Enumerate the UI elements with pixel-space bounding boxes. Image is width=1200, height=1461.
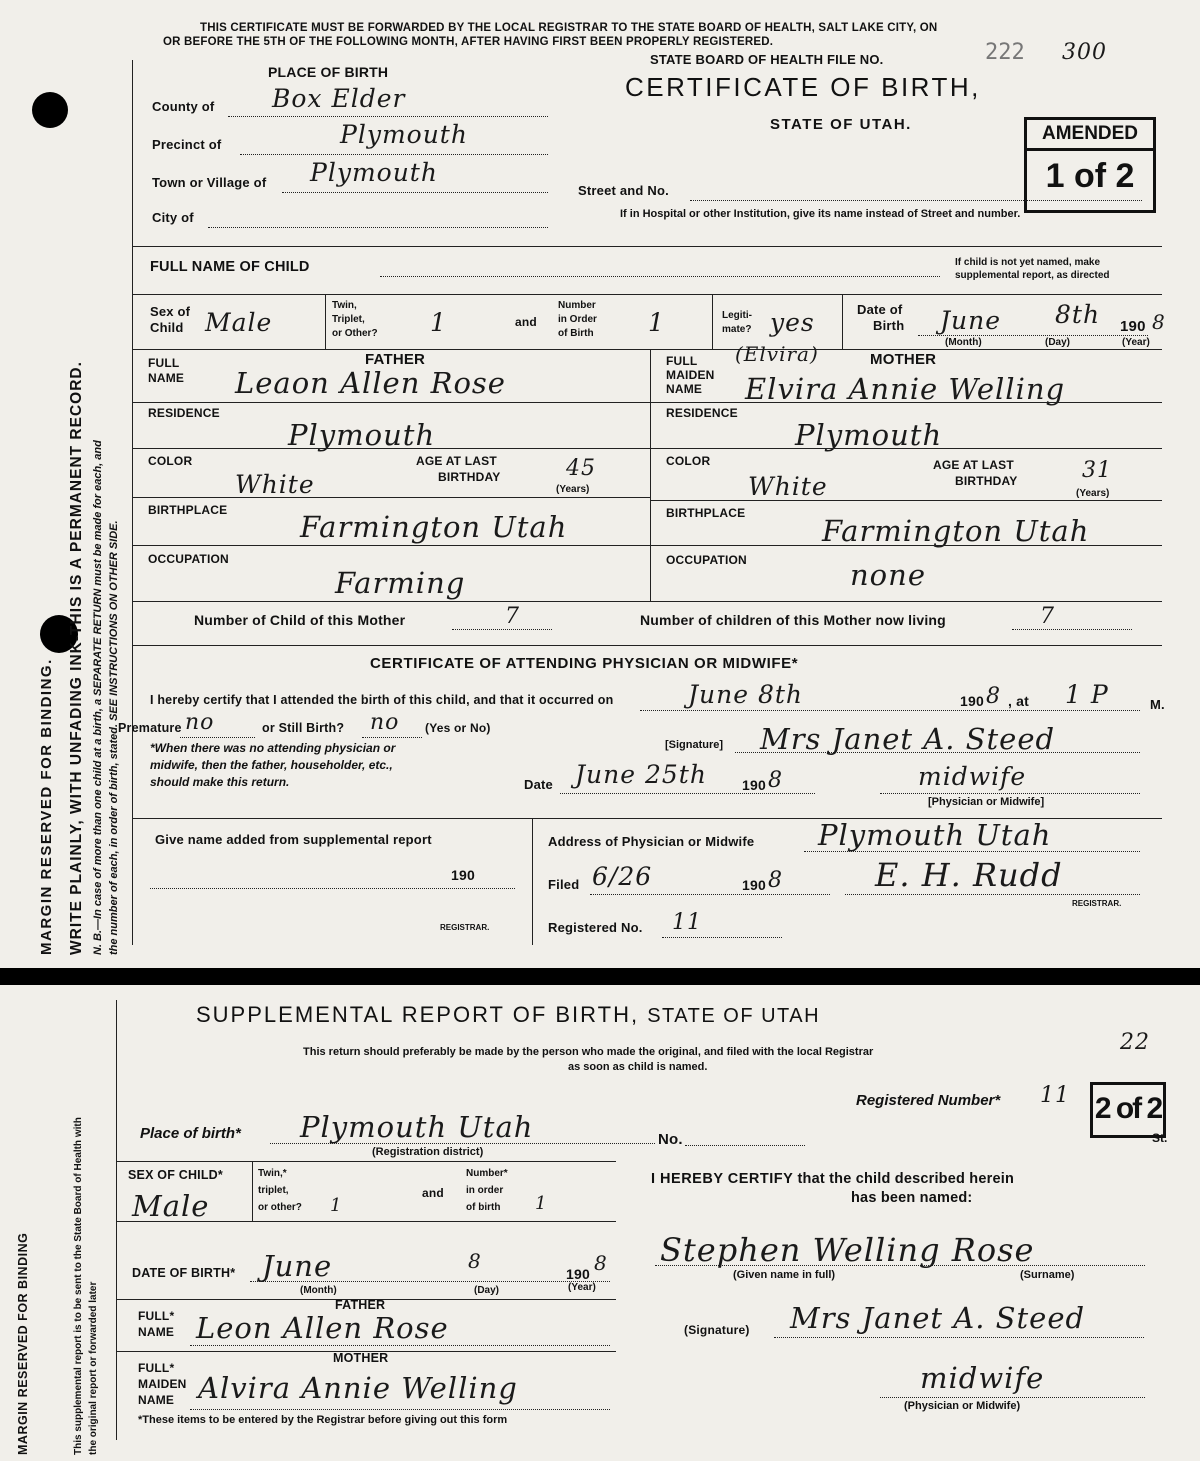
father-age-label: BIRTHDAY [438, 470, 501, 484]
registrar-signature: E. H. Rudd [875, 856, 1063, 894]
supp-note: This return should preferably be made by the person who made the original, and filed with the local Registrar [303, 1046, 874, 1058]
binding-hole [32, 92, 68, 128]
supp-corner-number: 22 [1120, 1030, 1150, 1055]
supp-twin-label: Twin,* [258, 1168, 287, 1179]
address-label: Address of Physician or Midwife [548, 834, 755, 849]
father-heading: FATHER [365, 351, 426, 368]
child-name-label: FULL NAME OF CHILD [150, 259, 310, 275]
state-label: STATE OF UTAH. [770, 116, 912, 133]
mother-occupation: none [850, 558, 926, 592]
amended-stamp: AMENDED 1 of 2 [1024, 117, 1156, 213]
father-name-label: FULL [148, 356, 180, 370]
supp-order-label: in order [466, 1185, 504, 1196]
twin-label: or Other? [332, 328, 378, 339]
yes-no-label: (Yes or No) [425, 721, 491, 735]
birth-time: 1 P [1065, 680, 1109, 709]
file-number-label: STATE BOARD OF HEALTH FILE NO. [650, 52, 884, 67]
supp-sex-label: SEX OF CHILD* [128, 1168, 223, 1182]
supp-title: SUPPLEMENTAL REPORT OF BIRTH, STATE OF UTAH [196, 1002, 821, 1027]
not-named-note: supplemental report, as directed [955, 270, 1110, 281]
county-value: Box Elder [272, 84, 406, 113]
parent-divider [650, 349, 651, 601]
hospital-note: If in Hospital or other Institution, give its name instead of Street and number. [620, 208, 1021, 220]
father-color: White [235, 470, 315, 499]
order-label: of Birth [558, 328, 594, 339]
supp-dob-day: 8 [468, 1249, 482, 1273]
supp-father-label: NAME [138, 1325, 175, 1339]
margin-note-text: N. B.—In case of more than one child at a birth, a SEPARATE RETURN must be made for each, and [92, 440, 104, 955]
place-of-birth-heading: PLACE OF BIRTH [268, 64, 389, 80]
year-label: (Year) [1122, 337, 1150, 348]
registrar-label: REGISTRAR. [1072, 899, 1122, 908]
legitimate-label: Legiti- [722, 310, 752, 321]
supp-reg-district: (Registration district) [372, 1146, 484, 1158]
father-years-label: (Years) [556, 484, 590, 495]
county-label: County of [152, 99, 215, 114]
supp-twin-label: or other? [258, 1202, 302, 1213]
supp-dob-label: DATE OF BIRTH* [132, 1266, 236, 1280]
mother-name-label: FULL [666, 354, 698, 368]
order-value: 1 [648, 308, 665, 337]
father-color-label: COLOR [148, 454, 193, 468]
supp-father-heading: FATHER [335, 1298, 386, 1312]
sex-value: Male [205, 308, 273, 337]
filed-year: 190 [742, 877, 766, 893]
supp-mother-heading: MOTHER [333, 1351, 389, 1365]
mother-residence: Plymouth [795, 418, 943, 452]
children-number-label: Number of Child of this Mother [194, 612, 406, 628]
physician-heading: CERTIFICATE OF ATTENDING PHYSICIAN OR MIDWIFE* [370, 655, 799, 672]
twin-value: 1 [430, 308, 447, 337]
dob-year-printed: 190 [1120, 318, 1146, 335]
form-border [132, 246, 1162, 247]
mother-age-label: AGE AT LAST [933, 458, 1014, 472]
supp-margin-note: the original report or forwarded later [88, 1281, 99, 1455]
premature-value: no [185, 710, 215, 735]
supp-father-label: FULL* [138, 1309, 175, 1323]
mother-occupation-label: OCCUPATION [666, 553, 747, 567]
mother-color: White [748, 472, 828, 501]
dob-label: Birth [873, 318, 905, 333]
filed-date: 6/26 [592, 862, 653, 891]
supp-mother-label: FULL* [138, 1361, 175, 1375]
occurred-year-hand: 8 [986, 684, 1001, 709]
father-age: 45 [566, 456, 596, 481]
supp-place-value: Plymouth Utah [300, 1110, 534, 1144]
order-label: Number [558, 300, 596, 311]
date-label: Date [524, 777, 553, 792]
twin-label: Twin, [332, 300, 357, 311]
mother-name-label: MAIDEN [666, 368, 715, 382]
occurred-year-printed: 190 [960, 693, 984, 709]
month-label: (Month) [945, 337, 982, 348]
physician-signature: Mrs Janet A. Steed [760, 722, 1056, 756]
supp-mother-label: NAME [138, 1393, 175, 1407]
legitimate-value: yes [770, 308, 815, 337]
day-label: (Day) [1045, 337, 1071, 348]
mother-birthplace-label: BIRTHPLACE [666, 506, 746, 520]
registered-label: Registered No. [548, 920, 643, 935]
supp-year-label: (Year) [568, 1282, 596, 1293]
certify-text: I hereby certify that I attended the birth of this child, and that it occurred on [150, 693, 614, 707]
mother-birthplace: Farmington Utah [822, 514, 1090, 548]
supp-stamp-small: St. [1152, 1131, 1168, 1145]
supp-order: 1 [535, 1193, 548, 1214]
supp-state: STATE OF UTAH [647, 1005, 821, 1027]
supp-certify-text2: has been named: [851, 1190, 973, 1206]
not-named-note: If child is not yet named, make [955, 257, 1101, 268]
supp-place-label: Place of birth* [140, 1125, 241, 1142]
stillbirth-value: no [370, 710, 400, 735]
children-living: 7 [1040, 604, 1055, 629]
town-label: Town or Village of [152, 175, 267, 190]
twin-label: Triplet, [332, 314, 365, 325]
forwarding-notice: THIS CERTIFICATE MUST BE FORWARDED BY THE LOCAL REGISTRAR TO THE STATE BOARD OF HEALTH, SALT LAKE CITY, ON [200, 22, 938, 34]
town-value: Plymouth [310, 158, 438, 187]
supp-certify-text: I HEREBY CERTIFY that the child described herein [651, 1171, 1015, 1187]
supp-father-name: Leon Allen Rose [196, 1311, 449, 1345]
physician-title: midwife [918, 762, 1027, 791]
father-age-label: AGE AT LAST [416, 454, 497, 468]
physician-title-label: [Physician or Midwife] [928, 796, 1045, 808]
form-border [132, 60, 133, 945]
premature-label: Premature [118, 721, 182, 735]
supp-month-label: (Month) [300, 1285, 337, 1296]
supp-registered-number: 11 [1040, 1083, 1070, 1108]
sex-label: Sex of [150, 304, 191, 319]
filed-label: Filed [548, 877, 580, 892]
margin-ink-text: WRITE PLAINLY, WITH UNFADING INK-THIS IS A PERMANENT RECORD. [68, 361, 85, 955]
supp-order-label: Number* [466, 1168, 508, 1179]
m-label: M. [1150, 697, 1165, 712]
father-occupation-label: OCCUPATION [148, 552, 229, 566]
father-name-label: NAME [148, 371, 185, 385]
physician-date-year: 190 [742, 777, 766, 793]
father-occupation: Farming [335, 566, 466, 600]
file-number-handwritten: 300 [1062, 40, 1107, 65]
mother-color-label: COLOR [666, 454, 711, 468]
father-birthplace-label: BIRTHPLACE [148, 503, 228, 517]
sex-label: Child [150, 320, 184, 335]
supp-order-label: of birth [466, 1202, 501, 1213]
supp-note: as soon as child is named. [568, 1061, 708, 1073]
physician-address: Plymouth Utah [818, 818, 1052, 852]
registered-number: 11 [672, 910, 702, 935]
row-divider [132, 294, 1162, 295]
street-label: Street and No. [578, 183, 669, 198]
physician-date: June 25th [575, 760, 707, 789]
supp-signature: Mrs Janet A. Steed [790, 1301, 1086, 1335]
father-name: Leaon Allen Rose [235, 366, 506, 400]
precinct-value: Plymouth [340, 120, 468, 149]
city-label: City of [152, 210, 194, 225]
supplemental-registrar-label: REGISTRAR. [440, 923, 490, 932]
mother-age-label: BIRTHDAY [955, 474, 1018, 488]
dob-label: Date of [857, 302, 903, 317]
supp-margin-note: This supplemental report is to be sent to the State Board of Health with [73, 1117, 84, 1455]
signature-label: [Signature] [665, 739, 724, 751]
supplemental-year: 190 [451, 867, 475, 883]
precinct-label: Precinct of [152, 137, 222, 152]
supp-given-name: Stephen Welling Rose [660, 1231, 1035, 1269]
at-label: , at [1008, 693, 1030, 709]
supplemental-name-label: Give name added from supplemental report [155, 832, 432, 847]
filed-year-hand: 8 [768, 868, 783, 893]
stillbirth-label: or Still Birth? [262, 721, 345, 735]
dob-year-hand: 8 [1152, 310, 1166, 334]
margin-binding-text: MARGIN RESERVED FOR BINDING. [38, 658, 55, 955]
forwarding-notice: OR BEFORE THE 5TH OF THE FOLLOWING MONTH, AFTER HAVING FIRST BEEN PROPERLY REGISTERED. [163, 36, 774, 48]
mother-name: Elvira Annie Welling [745, 372, 1066, 406]
supp-footnote: *These items to be entered by the Registrar before giving out this form [138, 1414, 508, 1426]
supp-mother-label: MAIDEN [138, 1377, 187, 1391]
father-residence: Plymouth [288, 418, 436, 452]
supp-and-label: and [422, 1186, 444, 1200]
certificate-title: CERTIFICATE OF BIRTH, [625, 72, 981, 102]
supp-twin-label: triplet, [258, 1185, 289, 1196]
mother-name-correction: (Elvira) [735, 342, 819, 366]
supp-surname-label: (Surname) [1020, 1269, 1075, 1281]
supp-title-hand: midwife [920, 1361, 1045, 1395]
supp-day-label: (Day) [474, 1285, 500, 1296]
supplemental-report-sheet [0, 985, 1200, 1461]
physician-note: *When there was no attending physician or midwife, then the father, householder, etc., should make this return. [150, 741, 396, 789]
file-number-printed: 222 [985, 40, 1025, 65]
margin-note-text: the number of each, in order of birth, stated. SEE INSTRUCTIONS ON OTHER SIDE. [108, 520, 120, 955]
mother-age: 31 [1082, 458, 1112, 483]
mother-heading: MOTHER [870, 351, 937, 368]
supp-no-label: No. [658, 1131, 683, 1148]
supp-given-label: (Given name in full) [733, 1269, 836, 1281]
order-label: in Order [558, 314, 597, 325]
supp-twin: 1 [330, 1195, 343, 1216]
mother-name-label: NAME [666, 382, 703, 396]
dob-day: 8th [1055, 300, 1101, 329]
children-living-label: Number of children of this Mother now living [640, 612, 946, 628]
legitimate-label: mate? [722, 324, 752, 335]
supp-sex: Male [132, 1189, 210, 1223]
supp-mother-name: Alvira Annie Welling [198, 1371, 518, 1405]
supp-title-label: (Physician or Midwife) [904, 1400, 1021, 1412]
supp-margin-binding: MARGIN RESERVED FOR BINDING [16, 1232, 30, 1455]
physician-date-year-hand: 8 [768, 768, 783, 793]
dob-month: June [940, 306, 1002, 335]
supp-signature-label: (Signature) [684, 1323, 750, 1337]
father-residence-label: RESIDENCE [148, 406, 220, 420]
supp-dob-year-hand: 8 [594, 1251, 608, 1275]
mother-residence-label: RESIDENCE [666, 406, 738, 420]
children-number: 7 [505, 604, 520, 629]
supp-dob-year: 190 [566, 1266, 590, 1282]
supp-registered-label: Registered Number* [856, 1092, 1001, 1109]
supp-page-stamp: 2 of 2 [1090, 1082, 1166, 1138]
and-label: and [515, 315, 537, 329]
supp-dob-month: June [262, 1249, 333, 1283]
occurred-date: June 8th [688, 680, 804, 709]
father-birthplace: Farmington Utah [300, 510, 568, 544]
mother-years-label: (Years) [1076, 488, 1110, 499]
